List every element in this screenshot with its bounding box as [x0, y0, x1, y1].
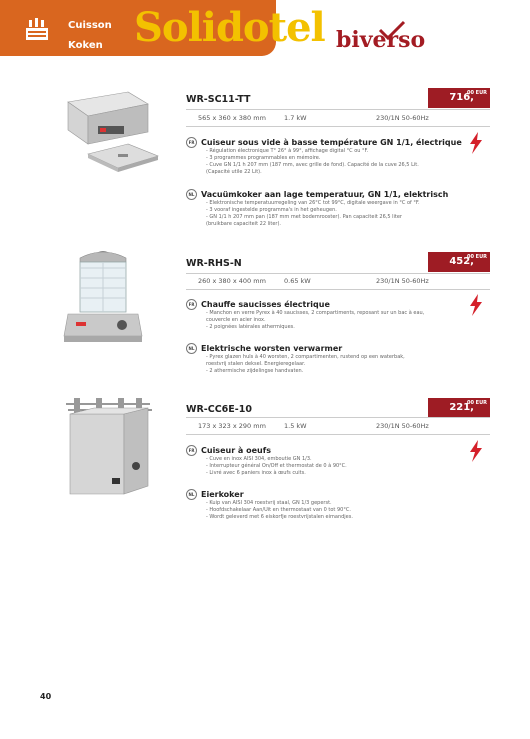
brand-sub-logo: biverso	[336, 27, 426, 53]
price-cents: 00 EUR	[466, 254, 487, 260]
sausage-warmer-image	[62, 248, 144, 352]
spec-power: 1.5 kW	[284, 422, 307, 430]
description-fr: - Manchon en verre Pyrex à 40 saucisses, 2 compartiments, reposant sur un bac à eau, couvercle en acier inox. - 2 poignées latérales athermiques.	[206, 310, 425, 330]
description-nl: - Elektronische temperatuurregeling van 26°C tot 99°C, digitale weergave in °C of °F. - 3 vooraf ingestelde programma's in het geheugen. - GN 1/1 h 207 mm pan (187 mm met bodemrooster). Pan capaciteit 26,5 liter (bruikbare capaciteit 22 liter).	[206, 200, 420, 227]
egg-boiler-image	[62, 394, 158, 498]
spec-dimensions: 173 x 323 x 290 mm	[198, 422, 266, 430]
category-label-fr: Cuisson	[68, 20, 112, 31]
product-code: WR-SC11-TT	[186, 94, 251, 105]
price-cents: 00 EUR	[466, 400, 487, 406]
spec-power: 0.65 kW	[284, 277, 311, 285]
title-fr: Chauffe saucisses électrique	[201, 300, 330, 309]
title-nl: Elektrische worsten verwarmer	[201, 344, 343, 353]
sous-vide-cooker-image	[58, 84, 170, 194]
electric-bolt-icon	[466, 440, 486, 462]
title-nl: Eierkoker	[201, 490, 244, 499]
category-label-nl: Koken	[68, 40, 103, 51]
product-code: WR-CC6E-10	[186, 404, 252, 415]
price-badge	[428, 88, 490, 108]
price-badge	[428, 398, 490, 418]
fr-flag-icon: FR	[186, 299, 197, 310]
description-nl: - Kuip van AISI 304 roestvrij staal, GN 1/3 geperst. - Hoofdschakelaar Aan/Uit en thermostaat van 0 tot 90°C. - Wordt geleverd met 6 eiskorfje roestvrijstalen eimandjes.	[206, 500, 353, 520]
cooking-pot-icon	[24, 16, 50, 42]
nl-flag-icon: NL	[186, 343, 197, 354]
price-value: 452,	[449, 256, 474, 267]
product-code: WR-RHS-N	[186, 258, 242, 269]
fr-flag-icon: FR	[186, 445, 197, 456]
spec-voltage: 230/1N 50-60Hz	[376, 114, 429, 122]
electric-bolt-icon	[466, 294, 486, 316]
page-number: 40	[40, 692, 52, 701]
spec-dimensions: 260 x 380 x 400 mm	[198, 277, 266, 285]
title-nl: Vacuümkoker aan lage temperatuur, GN 1/1, elektrisch	[201, 190, 449, 199]
spec-divider	[186, 126, 490, 127]
nl-flag-icon: NL	[186, 489, 197, 500]
price-value: 716,	[449, 92, 474, 103]
price-value: 221,	[449, 402, 474, 413]
spec-voltage: 230/1N 50-60Hz	[376, 422, 429, 430]
title-fr: Cuiseur à oeufs	[201, 446, 271, 455]
spec-voltage: 230/1N 50-60Hz	[376, 277, 429, 285]
brand-logo: Solidotel	[134, 4, 325, 51]
spec-dimensions: 565 x 360 x 380 mm	[198, 114, 266, 122]
price-cents: 00 EUR	[466, 90, 487, 96]
spec-divider	[186, 289, 490, 290]
electric-bolt-icon	[466, 132, 486, 154]
spec-power: 1.7 kW	[284, 114, 307, 122]
price-badge	[428, 252, 490, 272]
checkmark-icon	[378, 20, 406, 40]
description-fr: - Cuve en inox AISI 304, emboutie GN 1/3. - Interrupteur général On/Off et thermostat de 0 à 90°C. - Livré avec 6 paniers inox à œufs cuits.	[206, 456, 347, 476]
spec-divider	[186, 434, 490, 435]
fr-flag-icon: FR	[186, 137, 197, 148]
description-nl: - Pyrex glazen huls à 40 worsten, 2 compartimenten, rustend op een waterbak, roestvrij stalen deksel. Energieregelaar. - 2 athermische zijdelingse handvaten.	[206, 354, 405, 374]
title-fr: Cuiseur sous vide à basse température GN 1/1, électrique	[201, 138, 462, 147]
nl-flag-icon: NL	[186, 189, 197, 200]
spec-divider	[186, 273, 490, 274]
spec-divider	[186, 109, 490, 110]
description-fr: - Régulation électronique T° 26° à 99°, affichage digital °C ou °F. - 3 programmes programmables en mémoire. - Cuve GN 1/1 h 207 mm (187 mm, avec grille de fond). Capacité de la cuve 26,5 Lit. (Capacité utile 22 Lit).	[206, 148, 419, 175]
spec-divider	[186, 417, 490, 418]
